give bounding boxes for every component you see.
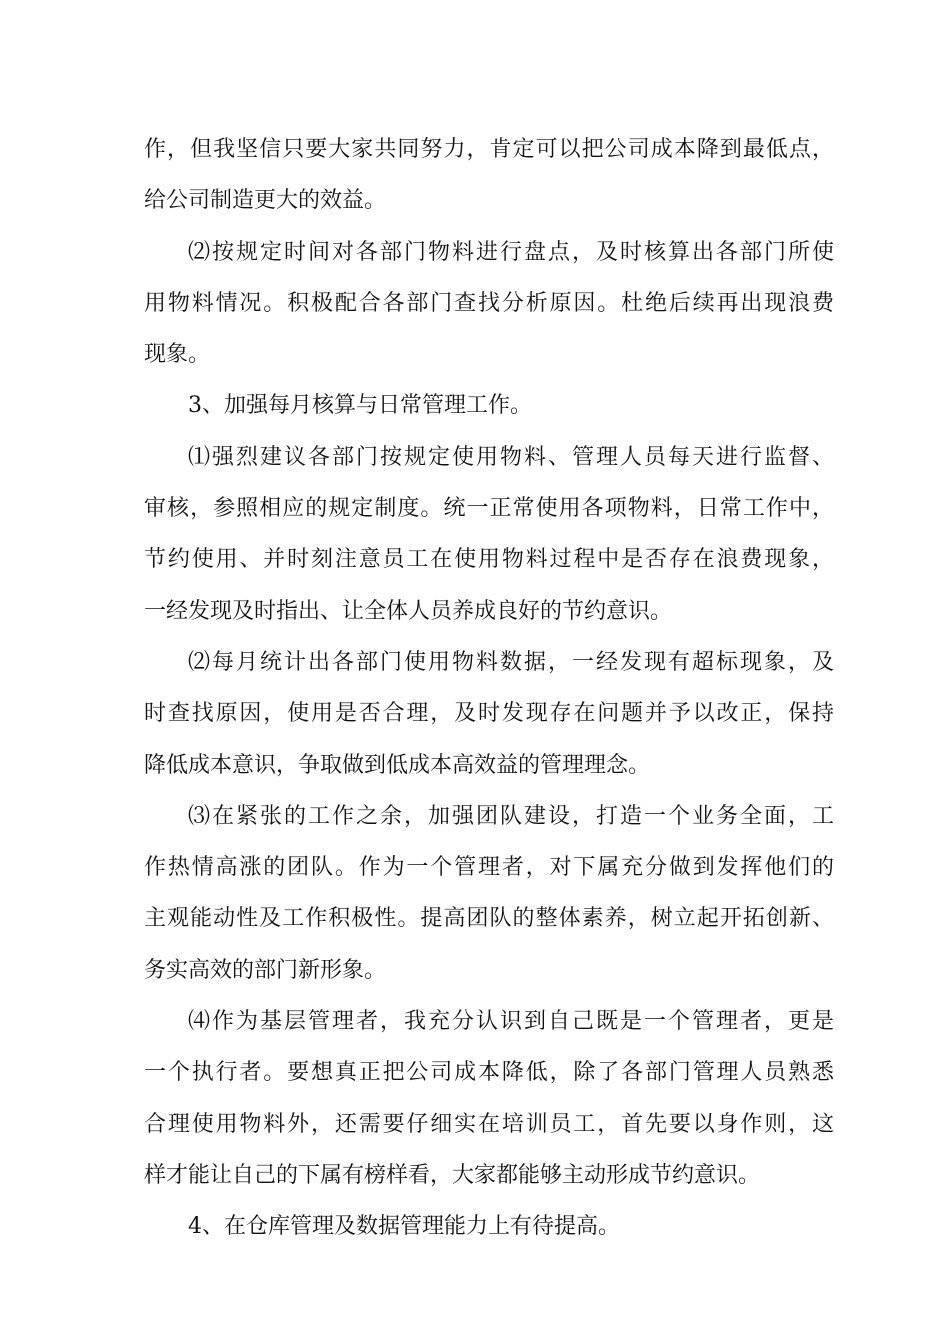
text-line: 审核，参照相应的规定制度。统一正常使用各项物料，日常工作中， bbox=[144, 496, 834, 522]
text-line: 用物料情况。积极配合各部门查找分析原因。杜绝后续再出现浪费 bbox=[144, 290, 834, 316]
text-line: 节约使用、并时刻注意员工在使用物料过程中是否存在浪费现象， bbox=[144, 547, 834, 573]
document-body bbox=[144, 124, 834, 1253]
text-line: ⑴强烈建议各部门按规定使用物料、管理人员每天进行监督、 bbox=[188, 444, 834, 470]
text-line: 现象。 bbox=[144, 342, 211, 368]
text-line: 样才能让自己的下属有榜样看，大家都能够主动形成节约意识。 bbox=[144, 1162, 761, 1188]
text-line: 降低成本意识，争取做到低成本高效益的管理理念。 bbox=[144, 752, 651, 778]
text-line: ⑵每月统计出各部门使用物料数据，一经发现有超标现象，及 bbox=[188, 649, 834, 675]
text-line: 作热情高涨的团队。作为一个管理者，对下属充分做到发挥他们的 bbox=[144, 855, 834, 881]
text-line: 一个执行者。要想真正把公司成本降低，除了各部门管理人员熟悉 bbox=[144, 1060, 834, 1086]
section-heading: 4、在仓库管理及数据管理能力上有待提高。 bbox=[188, 1214, 620, 1240]
section-heading: 3、加强每月核算与日常管理工作。 bbox=[188, 393, 532, 419]
text-line: ⑷作为基层管理者，我充分认识到自己既是一个管理者，更是 bbox=[188, 1009, 834, 1035]
text-line: 务实高效的部门新形象。 bbox=[144, 957, 387, 983]
text-line: 一经发现及时指出、让全体人员养成良好的节约意识。 bbox=[144, 598, 673, 624]
text-line: 作，但我坚信只要大家共同努力，肯定可以把公司成本降到最低点， bbox=[144, 137, 834, 162]
text-line: 主观能动性及工作积极性。提高团队的整体素养，树立起开拓创新、 bbox=[144, 906, 834, 932]
text-line: 给公司制造更大的效益。 bbox=[144, 188, 387, 214]
text-line: ⑵按规定时间对各部门物料进行盘点，及时核算出各部门所使 bbox=[188, 239, 834, 265]
text-line: 合理使用物料外，还需要仔细实在培训员工，首先要以身作则，这 bbox=[144, 1111, 834, 1137]
text-line: 时查找原因，使用是否合理，及时发现存在问题并予以改正，保持 bbox=[144, 701, 834, 727]
text-line: ⑶在紧张的工作之余，加强团队建设，打造一个业务全面，工 bbox=[188, 803, 834, 829]
